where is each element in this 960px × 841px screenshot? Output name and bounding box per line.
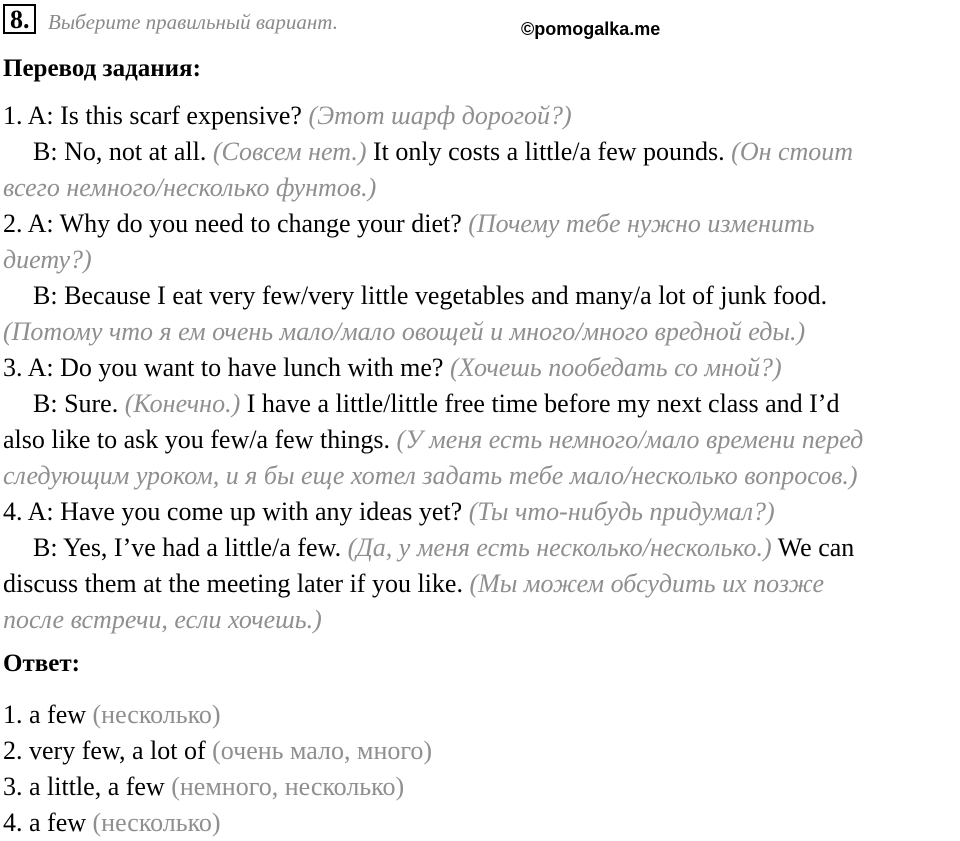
text-line: [3, 206, 958, 242]
text-line: [3, 134, 958, 170]
translation-heading: Перевод задания:: [3, 55, 201, 82]
english-text: 2. A: Why do you need to change your diet?: [3, 209, 462, 238]
english-text: It only costs a little/a few pounds.: [372, 137, 725, 166]
english-text: 3. A: Do you want to have lunch with me?: [3, 353, 444, 382]
text-line: [3, 350, 958, 386]
russian-translation: (Конечно.): [124, 389, 241, 418]
text-line: [3, 278, 958, 314]
answer-translation: (несколько): [92, 700, 221, 729]
text-line: [3, 494, 958, 530]
translation-body: [3, 98, 958, 638]
answer-text: 3. a little, a few: [3, 772, 165, 801]
english-text: I have a little/little free time before my next class and I’d: [246, 389, 840, 418]
text-line: [3, 98, 958, 134]
text-line: [3, 314, 958, 350]
english-text: also like to ask you few/a few things.: [3, 425, 391, 454]
russian-translation: всего немного/несколько фунтов.): [3, 173, 377, 202]
answer-heading: Ответ:: [3, 650, 80, 677]
text-line: [3, 242, 958, 278]
russian-translation: после встречи, если хочешь.): [3, 605, 322, 634]
russian-translation: (Мы можем обсудить их позже: [469, 569, 825, 598]
russian-translation: следующим уроком, и я бы еще хотел задать тебе мало/несколько вопросов.): [3, 461, 858, 490]
english-text: discuss them at the meeting later if you like.: [3, 569, 463, 598]
answer-item: [3, 769, 958, 805]
exercise-instruction: Выберите правильный вариант.: [48, 10, 338, 34]
answer-text: 1. a few: [3, 700, 87, 729]
russian-translation: (Потому что я ем очень мало/мало овощей и много/много вредной еды.): [3, 317, 806, 346]
russian-translation: (Ты что-нибудь придумал?): [468, 497, 775, 526]
answer-translation: (очень мало, много): [212, 736, 433, 765]
english-text: 1. A: Is this scarf expensive?: [3, 101, 302, 130]
text-line: [3, 530, 958, 566]
answer-item: [3, 805, 958, 841]
english-text: B: No, not at all.: [33, 137, 207, 166]
russian-translation: (Этот шарф дорогой?): [308, 101, 572, 130]
text-line: [3, 602, 958, 638]
english-text: B: Yes, I’ve had a little/a few.: [33, 533, 342, 562]
answer-item: [3, 697, 958, 733]
exercise-number: 8.: [3, 4, 36, 34]
russian-translation: диету?): [3, 245, 92, 274]
russian-translation: (У меня есть немного/мало времени перед: [396, 425, 864, 454]
russian-translation: (Совсем нет.): [212, 137, 367, 166]
english-text: B: Sure.: [33, 389, 119, 418]
answer-translation: (немного, несколько): [171, 772, 405, 801]
text-line: [3, 422, 958, 458]
exercise-header: [3, 4, 953, 38]
russian-translation: (Да, у меня есть несколько/несколько.): [347, 533, 772, 562]
answer-text: 4. a few: [3, 808, 87, 837]
text-line: [3, 386, 958, 422]
answer-translation: (несколько): [92, 808, 221, 837]
watermark: ©pomogalka.me: [521, 19, 661, 39]
english-text: We can: [777, 533, 855, 562]
russian-translation: (Он стоит: [731, 137, 854, 166]
answer-item: [3, 733, 958, 769]
russian-translation: (Почему тебе нужно изменить: [468, 209, 815, 238]
answer-text: 2. very few, a lot of: [3, 736, 206, 765]
english-text: B: Because I eat very few/very little vegetables and many/a lot of junk food.: [33, 281, 828, 310]
text-line: [3, 170, 958, 206]
russian-translation: (Хочешь пообедать со мной?): [449, 353, 782, 382]
text-line: [3, 566, 958, 602]
text-line: [3, 458, 958, 494]
english-text: 4. A: Have you come up with any ideas yet?: [3, 497, 463, 526]
answer-list: [3, 697, 958, 841]
